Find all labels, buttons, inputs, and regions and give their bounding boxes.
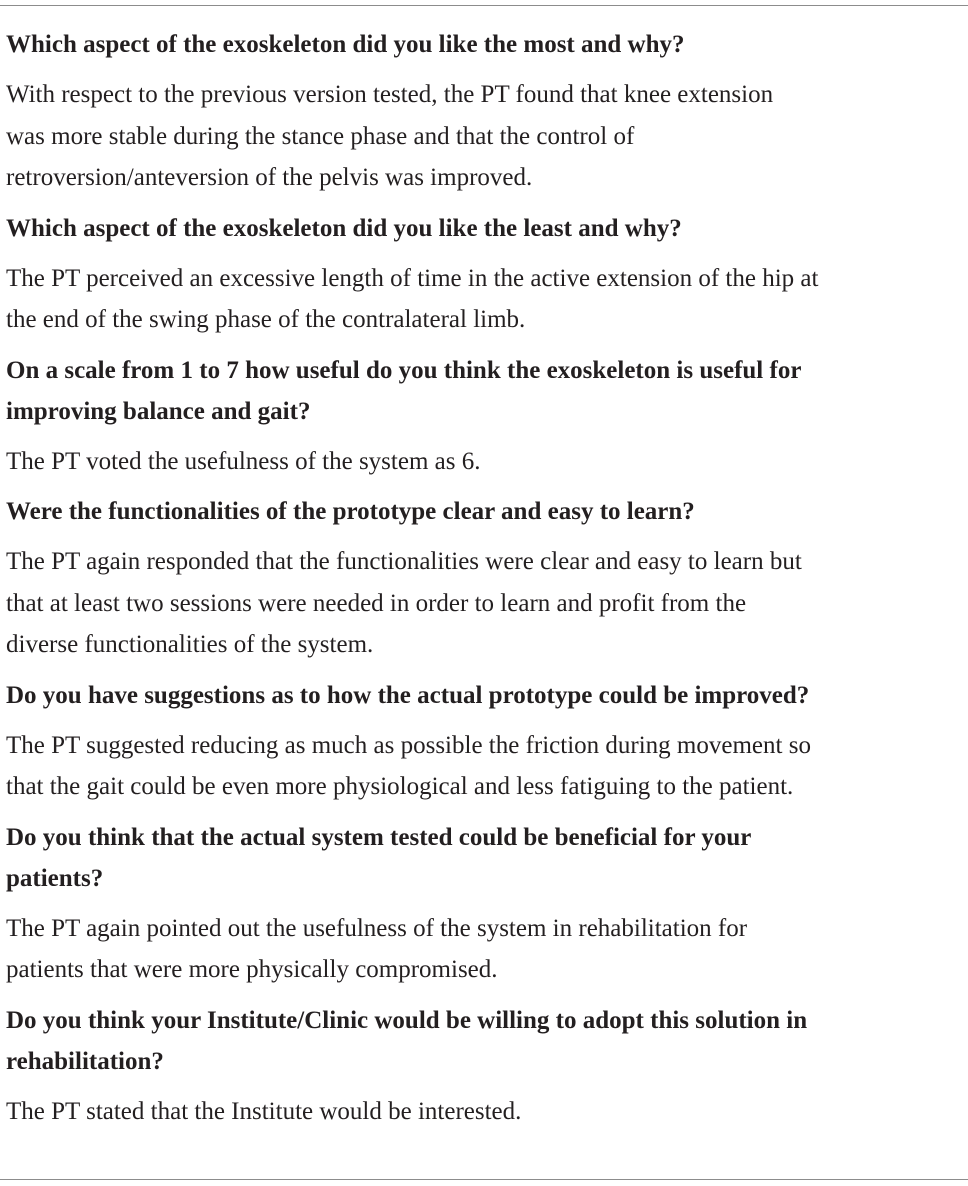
question-text: Which aspect of the exoskeleton did you like the least and why? (6, 214, 682, 242)
table-top-rule (0, 5, 968, 6)
answer-text: The PT suggested reducing as much as possible the friction during movement so that the gait could be even more physiological and less fatiguing to the patient. (6, 731, 811, 800)
qa-item (6, 817, 951, 991)
qa-item (6, 491, 951, 666)
question-text: Do you think that the actual system tested could be beneficial for your patients? (6, 823, 752, 892)
question-text: Do you have suggestions as to how the actual prototype could be improved? (6, 681, 810, 709)
question-text: On a scale from 1 to 7 how useful do you think the exoskeleton is useful for improving balance and gait? (6, 356, 802, 425)
qa-item (6, 675, 951, 808)
answer-text: The PT again pointed out the usefulness of the system in rehabilitation for patients that were more physically compromised. (6, 914, 748, 983)
answer-text: The PT stated that the Institute would be interested. (6, 1097, 522, 1125)
question-text: Which aspect of the exoskeleton did you like the most and why? (6, 31, 685, 58)
answer-text: The PT voted the usefulness of the system as 6. (6, 447, 481, 475)
answer-text: The PT again responded that the functionalities were clear and easy to learn but that at least two sessions were needed in order to learn and profit from the diverse functionalities of the system. (6, 548, 802, 658)
qa-table (6, 24, 951, 1141)
question-text: Were the functionalities of the prototype clear and easy to learn? (6, 498, 695, 525)
qa-item (6, 24, 951, 199)
qa-item (6, 350, 951, 483)
question-text: Do you think your Institute/Clinic would be willing to adopt this solution in rehabilitation? (6, 1006, 808, 1075)
answer-text: With respect to the previous version tested, the PT found that knee extension was more stable during the stance phase and that the control of retroversion/anteversion of the pelvis was improved. (6, 81, 774, 191)
qa-item (6, 208, 951, 341)
answer-text: The PT perceived an excessive length of time in the active extension of the hip at the end of the swing phase of the contralateral limb. (6, 264, 819, 333)
qa-item (6, 1000, 951, 1133)
table-bottom-rule (0, 1179, 968, 1180)
